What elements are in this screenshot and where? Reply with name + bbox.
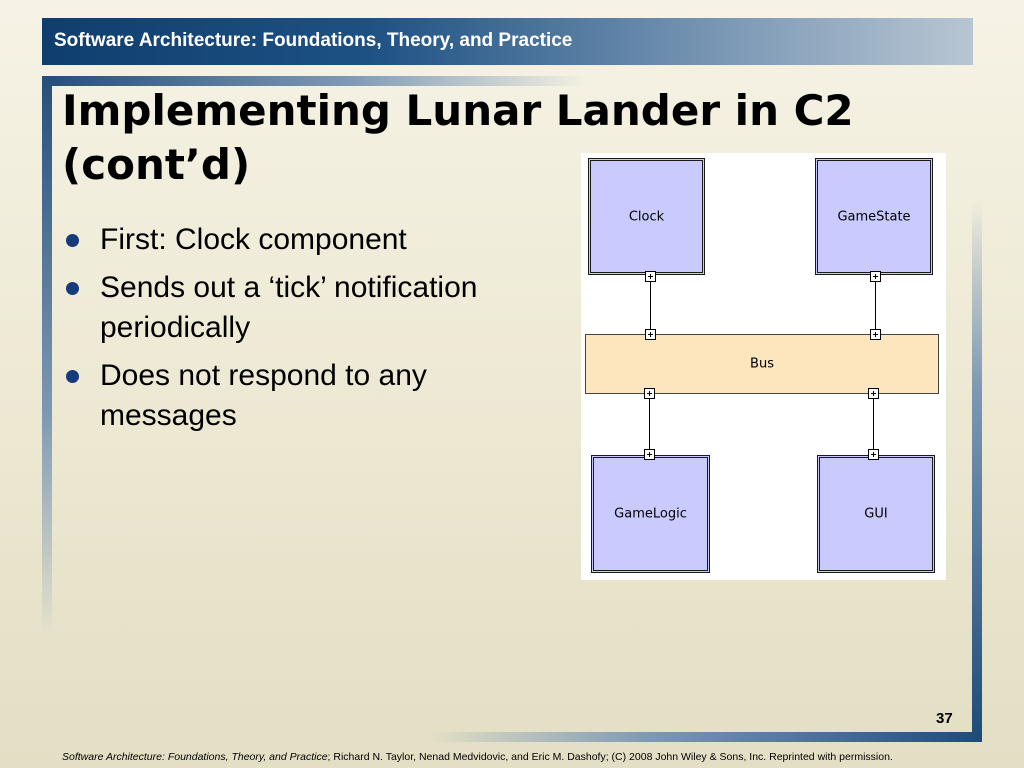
bullet-text: Sends out a ‘tick’ notification periodically: [100, 271, 478, 344]
slide-title-line-1: Implementing Lunar Lander in C2: [62, 86, 854, 135]
component-label: GUI: [864, 506, 888, 522]
bullet-item: [62, 268, 552, 348]
component-gamelogic[interactable]: [591, 455, 710, 573]
bullet-dot-icon: [66, 234, 79, 247]
port-icon: [644, 388, 655, 399]
component-clock[interactable]: [588, 158, 705, 275]
port-icon: [870, 329, 881, 340]
component-gui[interactable]: [817, 455, 935, 573]
port-icon: [644, 449, 655, 460]
component-label: GameState: [837, 209, 911, 224]
bus-label: Bus: [750, 356, 774, 372]
bullet-dot-icon: [66, 282, 79, 295]
connector-bus-gui: [873, 396, 874, 456]
component-gamestate[interactable]: [815, 158, 933, 275]
page-number: 37: [936, 710, 953, 727]
header-bar: [42, 18, 973, 65]
bullet-text: Does not respond to any messages: [100, 359, 427, 432]
port-icon: [645, 271, 656, 282]
port-icon: [870, 271, 881, 282]
footer-book-title: Software Architecture: Foundations, Theory, and Practice: [62, 751, 328, 763]
bullet-item: [62, 356, 552, 436]
footer-citation: [62, 751, 893, 763]
accent-bar-left: [42, 76, 52, 636]
connector-bus-gamelogic: [649, 396, 650, 456]
architecture-diagram: [581, 153, 946, 580]
bullet-list: [62, 220, 552, 444]
connector-bus[interactable]: [585, 334, 939, 394]
bullet-dot-icon: [66, 370, 79, 383]
port-icon: [645, 329, 656, 340]
slide-title-line-2: (cont’d): [62, 140, 251, 189]
port-icon: [868, 388, 879, 399]
accent-bar-bottom: [430, 732, 982, 742]
footer-credits: ; Richard N. Taylor, Nenad Medvidovic, and Eric M. Dashofy; (C) 2008 John Wiley & Sons, Inc. Reprinted with permission.: [327, 751, 893, 763]
component-label: Clock: [628, 209, 665, 224]
header-title: Software Architecture: Foundations, Theory, and Practice: [54, 30, 573, 51]
bullet-text: First: Clock component: [100, 223, 407, 256]
port-icon: [868, 449, 879, 460]
bullet-item: [62, 220, 552, 260]
component-label: GameLogic: [614, 506, 687, 522]
accent-bar-right: [972, 200, 982, 740]
